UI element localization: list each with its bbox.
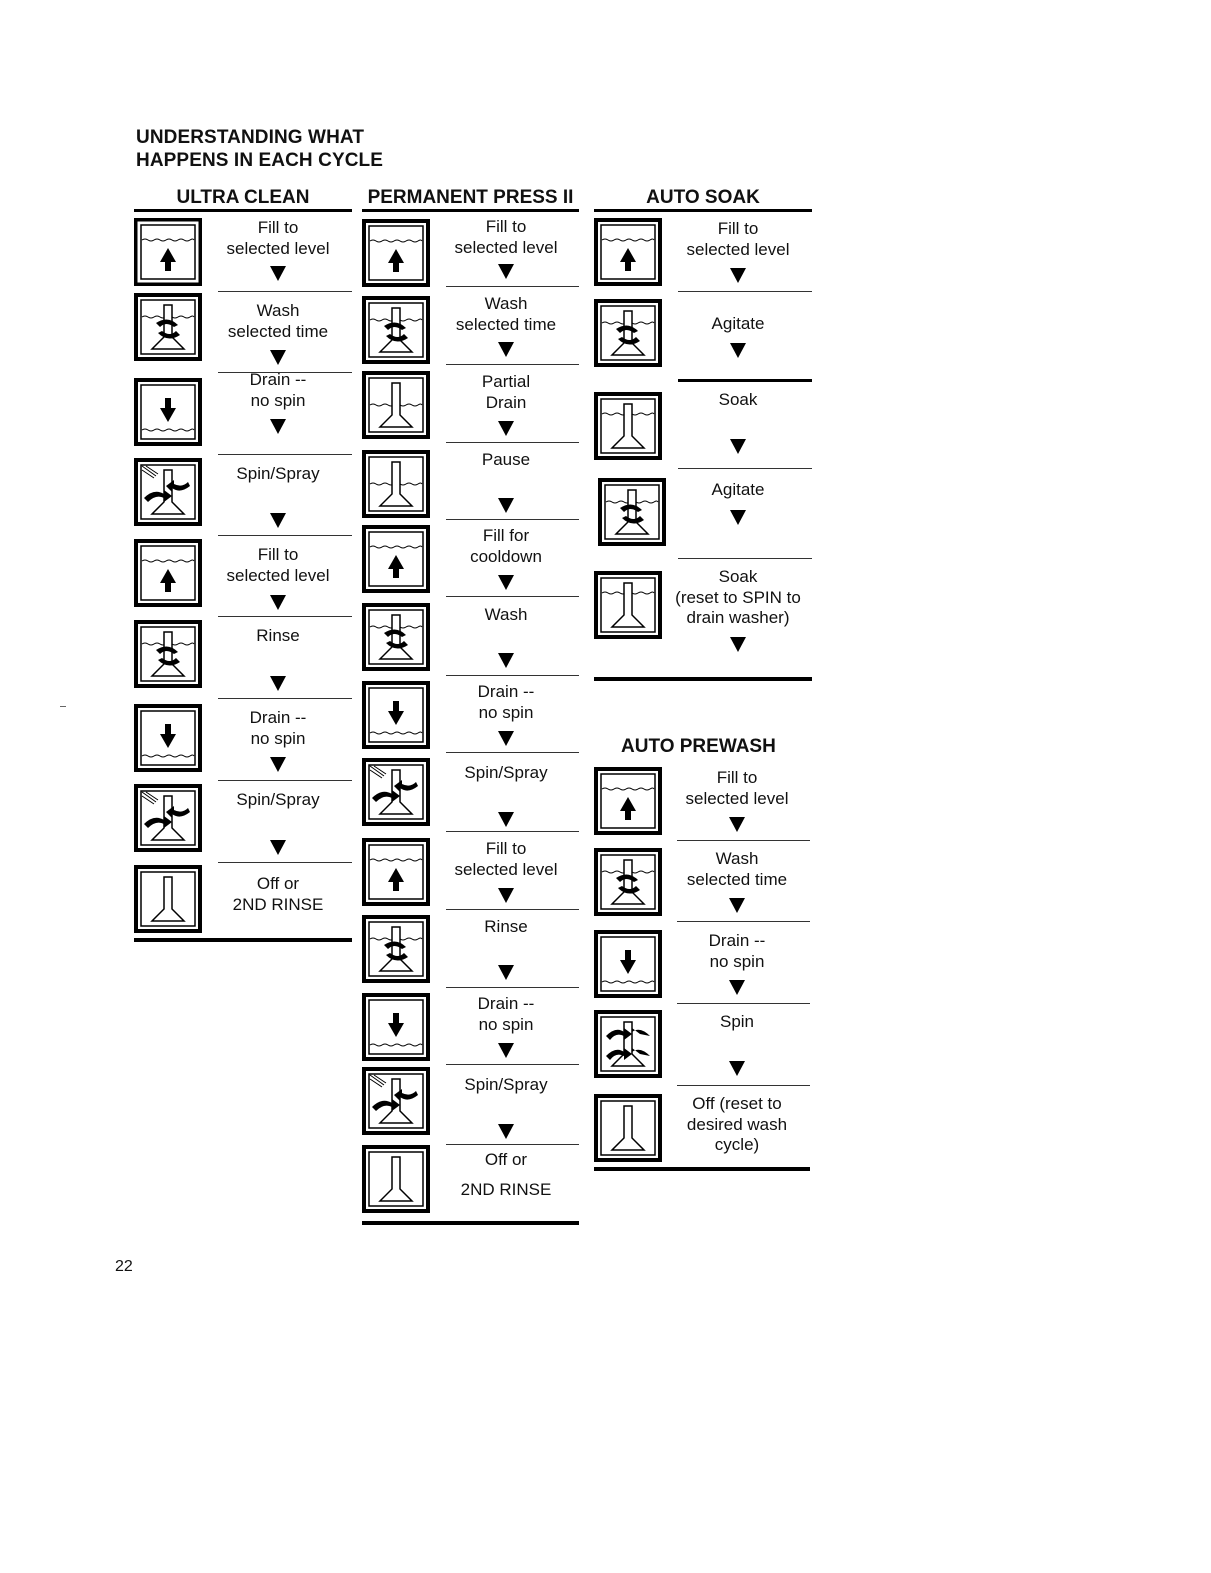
step-label: Soak (reset to SPIN to drain washer) [675, 567, 801, 627]
step-separator [446, 286, 579, 287]
partial-drain-icon [362, 371, 430, 439]
next-step-arrow-icon [729, 898, 745, 913]
step-label: Spin/Spray [236, 464, 320, 483]
step-separator [218, 454, 352, 455]
fill-icon [362, 219, 430, 287]
step-label: Wash selected time [227, 301, 329, 341]
next-step-arrow-icon [498, 1043, 514, 1058]
step-label: Wash [484, 605, 528, 624]
next-step-arrow-icon [498, 965, 514, 980]
spin-spray-icon [134, 458, 202, 526]
next-step-arrow-icon [498, 1124, 514, 1139]
cycle-title: AUTO SOAK [646, 187, 760, 208]
spin-spray-icon [362, 1067, 430, 1135]
next-step-arrow-icon [729, 1061, 745, 1076]
fill-icon [594, 767, 662, 835]
next-step-arrow-icon [270, 419, 286, 434]
cycle-auto-soak [594, 187, 812, 687]
soak-icon [594, 571, 662, 639]
next-step-arrow-icon [270, 757, 286, 772]
step-label: Drain -- no spin [708, 931, 766, 971]
next-step-arrow-icon [498, 342, 514, 357]
next-step-arrow-icon [498, 888, 514, 903]
spin-spray-icon [134, 784, 202, 852]
title-rule [594, 209, 812, 212]
cycle-title: PERMANENT PRESS II [367, 187, 574, 208]
next-step-arrow-icon [498, 421, 514, 436]
next-step-arrow-icon [498, 812, 514, 827]
title-rule [362, 209, 579, 212]
step-separator [446, 752, 579, 753]
off-icon [362, 1145, 430, 1213]
page-title [136, 126, 383, 172]
step-separator [446, 596, 579, 597]
wash-icon [134, 293, 202, 361]
step-label: Spin [719, 1012, 755, 1031]
step-separator [446, 675, 579, 676]
step-label: Spin/Spray [464, 763, 548, 782]
step-label: Spin/Spray [236, 790, 320, 809]
step-label: Fill to selected level [685, 768, 789, 808]
cycle-auto-prewash [594, 736, 810, 1176]
next-step-arrow-icon [498, 653, 514, 668]
step-separator [677, 921, 810, 922]
step-separator [678, 558, 812, 559]
next-step-arrow-icon [730, 268, 746, 283]
step-label: Agitate [711, 314, 765, 333]
step-separator [218, 862, 352, 863]
next-step-arrow-icon [729, 817, 745, 832]
step-label: Fill to selected level [226, 218, 330, 258]
page-number: 22 [115, 1258, 133, 1275]
step-separator [218, 291, 352, 292]
step-separator [446, 519, 579, 520]
next-step-arrow-icon [498, 264, 514, 279]
cycle-permanent-press-ii [362, 187, 579, 1232]
spin-spray-icon [362, 758, 430, 826]
step-label: Rinse [256, 626, 300, 645]
step-separator [678, 379, 812, 382]
cycle-title: ULTRA CLEAN [176, 187, 310, 208]
step-label: Drain -- no spin [477, 994, 535, 1034]
wash-icon [134, 620, 202, 688]
pause-icon [362, 450, 430, 518]
next-step-arrow-icon [270, 513, 286, 528]
step-separator [446, 909, 579, 910]
next-step-arrow-icon [498, 731, 514, 746]
step-separator [218, 698, 352, 699]
next-step-arrow-icon [270, 840, 286, 855]
step-separator [678, 291, 812, 292]
step-label: Fill to selected level [454, 217, 558, 257]
step-separator [446, 364, 579, 365]
step-separator [446, 831, 579, 832]
step-label: Drain -- no spin [249, 370, 307, 410]
next-step-arrow-icon [270, 676, 286, 691]
wash-icon [362, 296, 430, 364]
wash-icon [598, 478, 666, 546]
drain-icon [134, 378, 202, 446]
step-label: Off or 2ND RINSE [232, 874, 324, 914]
next-step-arrow-icon [498, 498, 514, 513]
off-icon [134, 865, 202, 933]
fill-icon [362, 525, 430, 593]
drain-icon [362, 681, 430, 749]
drain-icon [594, 930, 662, 998]
step-separator [446, 1144, 579, 1145]
cycle-end-rule [594, 677, 812, 681]
cycle-end-rule [594, 1167, 810, 1171]
step-separator [446, 987, 579, 988]
spin-icon [594, 1010, 662, 1078]
next-step-arrow-icon [270, 266, 286, 281]
step-label: Drain -- no spin [249, 708, 307, 748]
wash-icon [362, 915, 430, 983]
next-step-arrow-icon [730, 510, 746, 525]
step-separator [677, 1003, 810, 1004]
step-label: Fill to selected level [686, 219, 790, 259]
soak-icon [594, 392, 662, 460]
next-step-arrow-icon [498, 575, 514, 590]
step-label: Spin/Spray [464, 1075, 548, 1094]
page-title-line-2: HAPPENS IN EACH CYCLE [136, 150, 384, 171]
step-separator [677, 1085, 810, 1086]
wash-icon [594, 848, 662, 916]
step-separator [446, 442, 579, 443]
next-step-arrow-icon [730, 637, 746, 652]
step-separator [677, 840, 810, 841]
drain-icon [134, 704, 202, 772]
cycle-end-rule [362, 1221, 579, 1225]
page-title-line-1: UNDERSTANDING WHAT [136, 127, 365, 148]
step-label: Fill to selected level [454, 839, 558, 879]
fill-icon [594, 218, 662, 286]
fill-icon [134, 539, 202, 607]
step-separator [218, 535, 352, 536]
step-separator [678, 468, 812, 469]
step-label: Pause [481, 450, 531, 469]
off-icon [594, 1094, 662, 1162]
wash-icon [362, 603, 430, 671]
page-mark [60, 706, 66, 707]
cycle-title: AUTO PREWASH [621, 736, 776, 757]
next-step-arrow-icon [730, 343, 746, 358]
step-label: Partial Drain [481, 372, 531, 412]
step-label: Wash selected time [686, 849, 788, 889]
fill-icon [362, 838, 430, 906]
step-label: Drain -- no spin [477, 682, 535, 722]
step-label: Fill for cooldown [470, 526, 542, 566]
wash-icon [594, 299, 662, 367]
step-label: Rinse [484, 917, 528, 936]
next-step-arrow-icon [729, 980, 745, 995]
title-rule [134, 209, 352, 212]
step-label: Off (reset to desired wash cycle) [686, 1094, 788, 1154]
step-label: Off or 2ND RINSE [460, 1150, 552, 1199]
step-label: Fill to selected level [226, 545, 330, 585]
step-separator [218, 780, 352, 781]
next-step-arrow-icon [270, 595, 286, 610]
cycle-end-rule [134, 938, 352, 942]
cycle-ultra-clean [134, 187, 352, 947]
step-label: Soak [718, 390, 758, 409]
fill-icon [134, 218, 202, 286]
next-step-arrow-icon [270, 350, 286, 365]
drain-icon [362, 993, 430, 1061]
step-separator [446, 1064, 579, 1065]
next-step-arrow-icon [730, 439, 746, 454]
step-label: Wash selected time [455, 294, 557, 334]
step-separator [218, 616, 352, 617]
step-label: Agitate [711, 480, 765, 499]
